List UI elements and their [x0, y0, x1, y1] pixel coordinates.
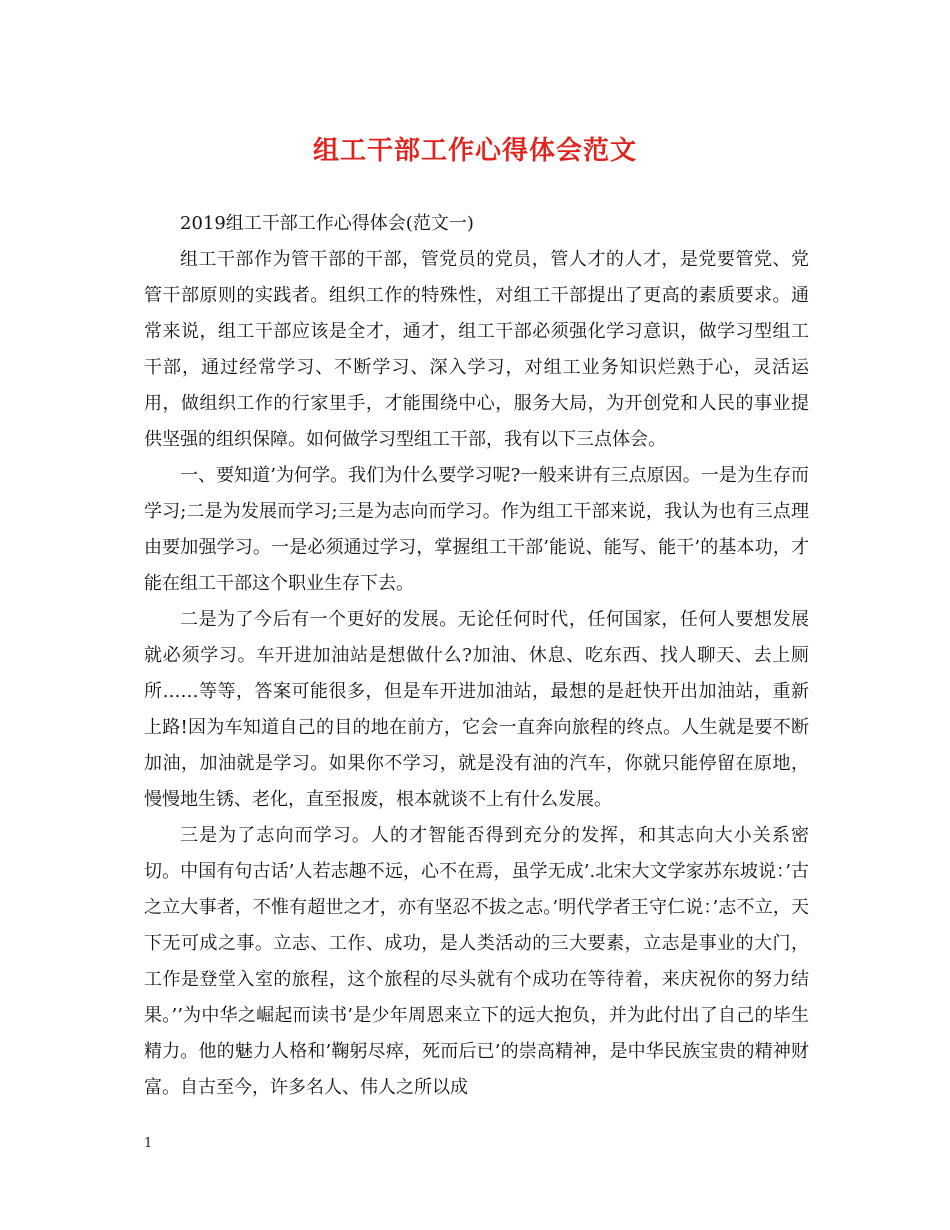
page-number: 1	[144, 1136, 153, 1151]
paragraph-heading: 2019组工干部工作心得体会(范文一)	[180, 213, 474, 234]
document-title: 组工干部工作心得体会范文	[312, 136, 637, 166]
paragraph: 三是为了志向而学习。人的才智能否得到充分的发挥，和其志向大小关系密切。中国有句古话’人若志趣不远，心不在焉，虽学无成’.北宋大文学家苏东坡说：’古之立大事者，不惟有超世之才，亦有坚忍不拔之志。’明代学者王守仁说：’志不立，天下无可成之事。立志、工作、成功，是人类活动的三大要素，立志是事业的大门，工作是登堂入室的旅程，这个旅程的尽头就有个成功在等待着，来庆祝你的努力结果。’’为中华之崛起而读书’是少年周恩来立下的远大抱负，并为此付出了自己的毕生精力。他的魅力人格和’鞠躬尽瘁，死而后已’的崇高精神，是中华民族宝贵的精神财富。自古至今，许多名人、伟人之所以成	[144, 825, 809, 1098]
paragraph: 一、要知道’为何学。我们为什么要学习呢?一般来讲有三点原因。一是为生存而学习;二是为发展而学习;三是为志向而学习。作为组工干部来说，我认为也有三点理由要加强学习。一是必须通过学习，掌握组工干部’能说、能写、能干’的基本功，才能在组工干部这个职业生存下去。	[144, 465, 809, 594]
paragraph: 组工干部作为管干部的干部，管党员的党员，管人才的人才，是党要管党、党管干部原则的实践者。组织工作的特殊性，对组工干部提出了更高的素质要求。通常来说，组工干部应该是全才，通才，组工干部必须强化学习意识，做学习型组工干部，通过经常学习、不断学习、深入学习，对组工业务知识烂熟于心，灵活运用，做组织工作的行家里手，才能围绕中心，服务大局，为开创党和人民的事业提供坚强的组织保障。如何做学习型组工干部，我有以下三点体会。	[144, 249, 809, 450]
document-body	[144, 206, 809, 1106]
paragraph: 二是为了今后有一个更好的发展。无论任何时代，任何国家，任何人要想发展就必须学习。车开进加油站是想做什么?加油、休息、吃东西、找人聊天、去上厕所……等等，答案可能很多，但是车开进加油站，最想的是赶快开出加油站，重新上路!因为车知道自己的目的地在前方，它会一直奔向旅程的终点。人生就是要不断加油，加油就是学习。如果你不学习，就是没有油的汽车，你就只能停留在原地，慢慢地生锈、老化，直至报废，根本就谈不上有什么发展。	[144, 609, 809, 810]
